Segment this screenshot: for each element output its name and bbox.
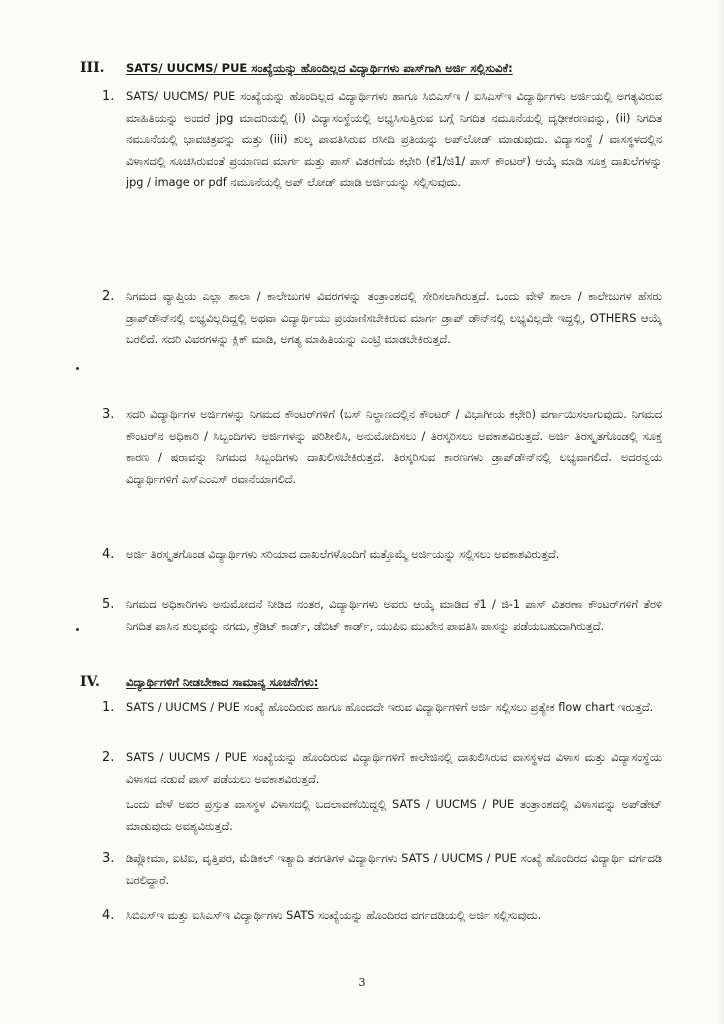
section-3-heading: [80, 60, 513, 76]
section-3-item-1: [102, 86, 662, 194]
item-text: [126, 404, 662, 490]
item-text: [126, 697, 653, 719]
section-3-item-2: [102, 286, 662, 351]
section-4-heading: [80, 674, 318, 690]
item-text: [126, 544, 559, 566]
item-paragraph: SATS / UUCMS / PUE ಸಂಖ್ಯೆಯನ್ನು ಹೊಂದಿರುವ ವಿದ್ಯಾರ್ಥಿಗಳಿಗೆ ಕಾಲೇಜಿನಲ್ಲಿ ದಾಖಲಿಸಿರುವ ವಾಸಸ್ಥಳದ ವಿಳಾಸ ಮತ್ತು ವಿದ್ಯಾಸಂಸ್ಥೆಯ ವಿಳಾಸದ ನಡುವೆ ಪಾಸ್ ಪಡೆಯಲು ಅವಕಾಶವಿರುತ್ತದೆ.: [126, 751, 662, 786]
section-3-item-3: [102, 404, 662, 490]
item-number: 2.: [102, 289, 115, 304]
item-text: [126, 848, 662, 891]
item-paragraph: ಒಂದು ವೇಳೆ ಅವರ ಪ್ರಸ್ತುತ ವಾಸಸ್ಥಳ ವಿಳಾಸದಲ್ಲಿ ಬದಲಾವಣೆಯಿದ್ದಲ್ಲಿ SATS / UUCMS / PUE ತಂತ್ರಾಂಶದಲ್ಲಿ ವಿಳಾಸವನ್ನು ಅಪ್‌ಡೇಟ್ ಮಾಡುವುದು ಅವಶ್ಯವಿರುತ್ತದೆ.: [126, 798, 662, 833]
section-3-roman-numeral: III.: [80, 60, 105, 76]
item-paragraph: ಸಿಬಿಎಸ್‌ಇ ಮತ್ತು ಐಸಿಎಸ್‌ಇ ವಿದ್ಯಾರ್ಥಿಗಳು SATS ಸಂಖ್ಯೆಯನ್ನು ಹೊಂದಿರದ ವರ್ಗದಡಿಯಲ್ಲಿ ಅರ್ಜಿ ಸಲ್ಲಿಸುವುದು.: [126, 909, 542, 922]
item-paragraph: ಡಿಪ್ಲೋಮಾ, ಐಟಿಐ, ವೃತ್ತಿಪರ, ಮೆಡಿಕಲ್ ಇತ್ಯಾದಿ ತರಗತಿಗಳ ವಿದ್ಯಾರ್ಥಿಗಳು SATS / UUCMS / PUE ಸಂಖ್ಯೆ ಹೊಂದಿರದ ವಿದ್ಯಾರ್ಥಿ ವರ್ಗದಡಿ ಬರಲಿದ್ದಾರೆ.: [126, 852, 662, 887]
item-number: 3.: [102, 851, 115, 866]
item-paragraph: ನಿಗಮದ ಅಧಿಕಾರಿಗಳು ಅನುಮೋದನೆ ನೀಡಿದ ನಂತರ, ವಿದ್ಯಾರ್ಥಿಗಳು ಅವರು ಆಯ್ಕೆ ಮಾಡಿದ ಕೆ1 / ಜಿ-1 ಪಾಸ್ ವಿತರಣಾ ಕೌಂಟರ್‌ಗಳಿಗೆ ತೆರಳಿ ನಿಗದಿತ ಪಾಸಿನ ಶುಲ್ಕವನ್ನು ನಗದು, ಕ್ರೆಡಿಟ್ ಕಾರ್ಡ್, ಡೆಬಿಟ್ ಕಾರ್ಡ್, ಯುಪಿಐ ಮುಖೇನ ಪಾವತಿಸಿ ಪಾಸನ್ನು ಪಡೆಯಬಹುದಾಗಿರುತ್ತದೆ.: [126, 598, 662, 633]
section-4-item-1: [102, 697, 662, 719]
item-text: [126, 747, 662, 837]
item-paragraph: ಸದರಿ ವಿದ್ಯಾರ್ಥಿಗಳ ಅರ್ಜಿಗಳನ್ನು ನಿಗಮದ ಕೌಂಟರ್‌ಗಳಿಗೆ (ಬಸ್ ನಿಲ್ದಾಣದಲ್ಲಿನ ಕೌಂಟರ್ / ವಿಭಾಗೀಯ ಕಛೇರಿ) ವರ್ಗಾಯಿಸಲಾಗುವುದು. ನಿಗಮದ ಕೌಂಟರ್‌ನ ಅಧಿಕಾರಿ / ಸಿಬ್ಬಂದಿಗಳು ಅರ್ಜಿಗಳನ್ನು ಪರಿಶೀಲಿಸಿ, ಅನುಮೋದಿಸಲು / ತಿರಸ್ಕರಿಸಲು ಅವಕಾಶವಿರುತ್ತದೆ. ಅರ್ಜಿ ತಿರಸ್ಕೃತಗೊಂಡಲ್ಲಿ ಸೂಕ್ತ ಕಾರಣ / ಷರಾವನ್ನು ನಿಗಮದ ಸಿಬ್ಬಂದಿಗಳು ದಾಖಲಿಸಬೇಕಿರುತ್ತದೆ. ತಿರಸ್ಕರಿಸುವ ಕಾರಣಗಳು ಡ್ರಾಪ್‌ಡೌನ್‌ನಲ್ಲಿ ಲಭ್ಯವಾಗಲಿದೆ. ಅದರನ್ವಯ ವಿದ್ಯಾರ್ಥಿಗಳಿಗೆ ಎಸ್‌ಎಂಎಸ್ ರವಾನೆಯಾಗಲಿದೆ.: [126, 408, 662, 486]
item-paragraph: SATS / UUCMS / PUE ಸಂಖ್ಯೆ ಹೊಂದಿರುವ ಹಾಗೂ ಹೊಂದದೇ ಇರುವ ವಿದ್ಯಾರ್ಥಿಗಳಿಗೆ ಅರ್ಜಿ ಸಲ್ಲಿಸಲು ಪ್ರತ್ಯೇಕ flow chart ಇರುತ್ತದೆ.: [126, 701, 654, 714]
scan-edge-shadow: [718, 0, 724, 1024]
item-number: 1.: [102, 700, 115, 715]
section-3-title: SATS/ UUCMS/ PUE ಸಂಖ್ಯೆಯನ್ನು ಹೊಂದಿಲ್ಲದ ವಿದ್ಯಾರ್ಥಿಗಳು ಪಾಸ್‌ಗಾಗಿ ಅರ್ಜಿ ಸಲ್ಲಿಸುವಿಕೆ:: [126, 61, 513, 75]
item-paragraph: ನಿಗಮದ ವ್ಯಾಪ್ತಿಯ ಎಲ್ಲಾ ಶಾಲಾ / ಕಾಲೇಜುಗಳ ವಿವರಗಳನ್ನು ತಂತ್ರಾಂಶದಲ್ಲಿ ಸೇರಿಸಲಾಗಿರುತ್ತದೆ. ಒಂದು ವೇಳೆ ಶಾಲಾ / ಕಾಲೇಜುಗಳ ಹೆಸರು ಡ್ರಾಪ್‌ಡೌನ್‌ನಲ್ಲಿ ಲಭ್ಯವಿಲ್ಲದಿದ್ದಲ್ಲಿ ಅಥವಾ ವಿದ್ಯಾರ್ಥಿಯು ಪ್ರಯಾಣಿಸಬೇಕಿರುವ ಮಾರ್ಗ ಡ್ರಾಪ್ ಡೌನ್‌ನಲ್ಲಿ ಲಭ್ಯವಿಲ್ಲದೇ ಇದ್ದಲ್ಲಿ, OTHERS ಆಯ್ಕೆ ಬರಲಿದೆ. ಸದರಿ ವಿವರಗಳನ್ನು ಕ್ಲಿಕ್ ಮಾಡಿ, ಅಗತ್ಯ ಮಾಹಿತಿಯನ್ನು ಎಂಟ್ರಿ ಮಾಡಬೇಕಿರುತ್ತದೆ.: [126, 290, 662, 347]
item-number: 2.: [102, 750, 115, 765]
item-text: [126, 905, 541, 927]
item-number: 4.: [102, 547, 115, 562]
item-text: [126, 86, 662, 194]
item-text: [126, 286, 662, 351]
section-4-title: ವಿದ್ಯಾರ್ಥಿಗಳಿಗೆ ನೀಡಬೇಕಾದ ಸಾಮಾನ್ಯ ಸೂಚನೆಗಳು:: [126, 675, 319, 689]
section-3-item-4: [102, 544, 662, 566]
item-number: 4.: [102, 908, 115, 923]
item-text: [126, 594, 662, 637]
margin-mark: [76, 367, 79, 370]
item-number: 3.: [102, 407, 115, 422]
section-4-item-4: [102, 905, 662, 927]
item-paragraph: SATS/ UUCMS/ PUE ಸಂಖ್ಯೆಯನ್ನು ಹೊಂದಿಲ್ಲದ ವಿದ್ಯಾರ್ಥಿಗಳು ಹಾಗೂ ಸಿಬಿಎಸ್‌ಇ / ಐಸಿಎಸ್‌ಇ ವಿದ್ಯಾರ್ಥಿಗಳು ಅರ್ಜಿಯಲ್ಲಿ ಅಗತ್ಯವಿರುವ ಮಾಹಿತಿಯನ್ನು ಅಂದರೆ jpg ಮಾದರಿಯಲ್ಲಿ (i) ವಿದ್ಯಾಸಂಸ್ಥೆಯಲ್ಲಿ ಅಭ್ಯಸಿಸುತ್ತಿರುವ ಬಗ್ಗೆ ನಿಗದಿತ ನಮೂನೆಯಲ್ಲಿ ದೃಢೀಕರಣವನ್ನು, (ii) ನಿಗದಿತ ನಮೂನೆಯಲ್ಲಿ ಭಾವಚಿತ್ರವನ್ನು ಮತ್ತು (iii) ಶುಲ್ಕ ಪಾವತಿಸಿರುವ ರಸೀದಿ ಪ್ರತಿಯನ್ನು ಅಪ್‌ಲೋಡ್ ಮಾಡುವುದು. ವಿದ್ಯಾಸಂಸ್ಥೆ / ವಾಸಸ್ಥಳದಲ್ಲಿನ ವಿಳಾಸದಲ್ಲಿ ಸೂಚಿಸಿರುವಂತೆ ಪ್ರಯಾಣದ ಮಾರ್ಗ ಮತ್ತು ಪಾಸ್ ವಿತರಣೆಯ ಕಛೇರಿ (ಕೆ1/ಜಿ1/ ಪಾಸ್ ಕೌಂಟರ್) ಆಯ್ಕೆ ಮಾಡಿ ಸೂಕ್ತ ದಾಖಲೆಗಳನ್ನು jpg / image or pdf ನಮೂನೆಯಲ್ಲಿ ಅಪ್ ಲೋಡ್ ಮಾಡಿ ಅರ್ಜಿಯನ್ನು ಸಲ್ಲಿಸುವುದು.: [126, 90, 662, 190]
item-paragraph: ಅರ್ಜಿ ತಿರಸ್ಕೃತಗೊಂಡ ವಿದ್ಯಾರ್ಥಿಗಳು ಸರಿಯಾದ ದಾಖಲೆಗಳೊಂದಿಗೆ ಮತ್ತೊಮ್ಮೆ ಅರ್ಜಿಯನ್ನು ಸಲ್ಲಿಸಲು ಅವಕಾಶವಿರುತ್ತದೆ.: [126, 548, 560, 561]
item-number: 1.: [102, 89, 115, 104]
section-3-item-5: [102, 594, 662, 637]
section-4-roman-numeral: IV.: [80, 674, 100, 690]
margin-mark: [76, 628, 79, 631]
section-4-item-2: [102, 747, 662, 837]
section-4-item-3: [102, 848, 662, 891]
page-number: 3: [358, 976, 366, 989]
item-number: 5.: [102, 597, 115, 612]
